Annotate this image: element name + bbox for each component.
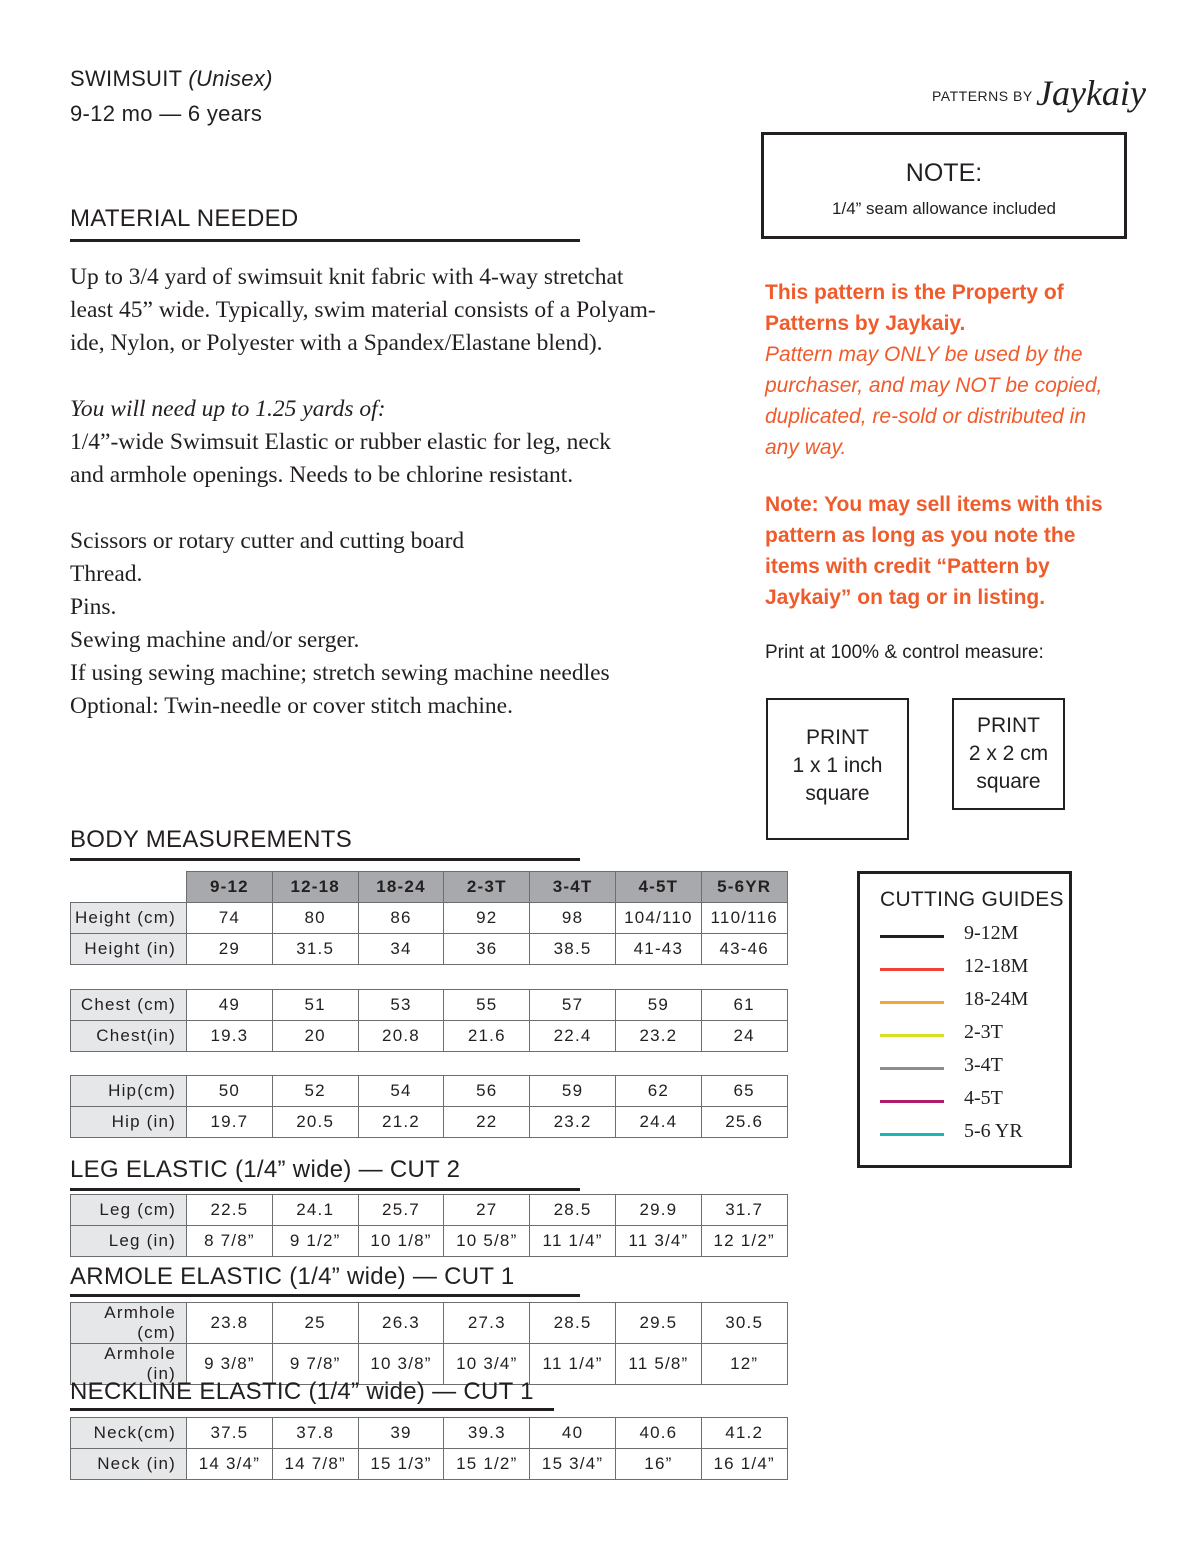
table-cell: 15 1/2” xyxy=(444,1449,530,1480)
table-cell: 10 5/8” xyxy=(444,1226,530,1257)
table-cell: 80 xyxy=(272,903,358,934)
note-box xyxy=(761,132,1127,239)
table-cell: 24.4 xyxy=(615,1107,701,1138)
guide-label: 18-24M xyxy=(964,988,1029,1010)
size-header: 5-6YR xyxy=(701,872,787,903)
table-cell: 8 7/8” xyxy=(187,1226,273,1257)
table-cell: 22.5 xyxy=(187,1195,273,1226)
row-label: Armhole (cm) xyxy=(71,1303,187,1344)
table-row xyxy=(71,1418,788,1449)
property-line: purchaser, and may NOT be copied, xyxy=(765,374,1103,397)
table-cell: 9 1/2” xyxy=(272,1226,358,1257)
table-row xyxy=(71,934,788,965)
tool-line: Sewing machine and/or serger. xyxy=(70,627,360,653)
height-table xyxy=(70,871,788,965)
table-cell: 110/116 xyxy=(701,903,787,934)
table-cell: 29.9 xyxy=(615,1195,701,1226)
table-cell: 11 1/4” xyxy=(530,1344,616,1385)
row-label: Neck (in) xyxy=(71,1449,187,1480)
table-cell: 29 xyxy=(187,934,273,965)
title-text: SWIMSUIT xyxy=(70,66,182,91)
guide-label: 2-3T xyxy=(964,1021,1003,1043)
cutting-guides-legend xyxy=(857,871,1072,1168)
size-header: 18-24 xyxy=(358,872,444,903)
table-cell: 15 3/4” xyxy=(530,1449,616,1480)
size-header: 2-3T xyxy=(444,872,530,903)
table-cell: 12 1/2” xyxy=(701,1226,787,1257)
row-label: Armhole (in) xyxy=(71,1344,187,1385)
table-cell: 43-46 xyxy=(701,934,787,965)
table-row xyxy=(71,1021,788,1052)
guide-row xyxy=(880,955,1060,985)
row-label: Chest(in) xyxy=(71,1021,187,1052)
tool-line: Pins. xyxy=(70,594,117,620)
table-cell: 20.5 xyxy=(272,1107,358,1138)
fabric-line: Up to 3/4 yard of swimsuit knit fabric with 4-way stretchat xyxy=(70,264,624,290)
brand-script: Jaykaiy xyxy=(1036,73,1146,113)
row-label: Hip (in) xyxy=(71,1107,187,1138)
elastic-line: and armhole openings. Needs to be chlorine resistant. xyxy=(70,462,574,488)
guide-label: 12-18M xyxy=(964,955,1029,977)
table-cell: 22.4 xyxy=(530,1021,616,1052)
title-note: (Unisex) xyxy=(188,66,273,91)
tool-line: Thread. xyxy=(70,561,143,587)
row-label: Leg (in) xyxy=(71,1226,187,1257)
guide-line-swatch xyxy=(880,1067,944,1070)
guide-row xyxy=(880,922,1060,952)
table-cell: 56 xyxy=(444,1076,530,1107)
property-line: any way. xyxy=(765,436,847,459)
guide-row xyxy=(880,1054,1060,1084)
note-text: 1/4” seam allowance included xyxy=(832,199,1056,218)
table-cell: 27.3 xyxy=(444,1303,530,1344)
table-cell: 28.5 xyxy=(530,1303,616,1344)
table-cell: 49 xyxy=(187,990,273,1021)
guide-line-swatch xyxy=(880,935,944,938)
table-cell: 65 xyxy=(701,1076,787,1107)
table-row xyxy=(71,1303,788,1344)
table-cell: 15 1/3” xyxy=(358,1449,444,1480)
table-cell: 20.8 xyxy=(358,1021,444,1052)
row-label: Neck(cm) xyxy=(71,1418,187,1449)
table-cell: 19.3 xyxy=(187,1021,273,1052)
table-cell: 29.5 xyxy=(615,1303,701,1344)
table-cell: 59 xyxy=(615,990,701,1021)
table-cell: 23.2 xyxy=(530,1107,616,1138)
table-cell: 11 5/8” xyxy=(615,1344,701,1385)
table-cell: 26.3 xyxy=(358,1303,444,1344)
print-instruction: Print at 100% & control measure: xyxy=(765,642,1044,663)
guide-line-swatch xyxy=(880,1034,944,1037)
table-cell: 22 xyxy=(444,1107,530,1138)
table-cell: 104/110 xyxy=(615,903,701,934)
size-header: 4-5T xyxy=(615,872,701,903)
armhole-table xyxy=(70,1302,788,1385)
guide-label: 9-12M xyxy=(964,922,1019,944)
document-title xyxy=(70,66,273,92)
row-label: Leg (cm) xyxy=(71,1195,187,1226)
sell-line: Jaykaiy” on tag or in listing. xyxy=(765,586,1046,609)
print-cm-line: PRINT xyxy=(977,714,1040,737)
table-cell: 10 1/8” xyxy=(358,1226,444,1257)
table-cell: 61 xyxy=(701,990,787,1021)
table-row xyxy=(71,1195,788,1226)
table-cell: 16” xyxy=(615,1449,701,1480)
print-inch-square xyxy=(766,698,909,840)
table-cell: 74 xyxy=(187,903,273,934)
table-cell: 54 xyxy=(358,1076,444,1107)
guide-line-swatch xyxy=(880,1133,944,1136)
print-inch-line: 1 x 1 inch xyxy=(792,754,883,777)
hip-table xyxy=(70,1075,788,1138)
table-cell: 27 xyxy=(444,1195,530,1226)
row-label: Hip(cm) xyxy=(71,1076,187,1107)
table-cell: 20 xyxy=(272,1021,358,1052)
guide-line-swatch xyxy=(880,1001,944,1004)
table-cell: 40 xyxy=(530,1418,616,1449)
table-cell: 9 3/8” xyxy=(187,1344,273,1385)
table-cell: 9 7/8” xyxy=(272,1344,358,1385)
table-cell: 36 xyxy=(444,934,530,965)
table-cell: 30.5 xyxy=(701,1303,787,1344)
table-cell: 50 xyxy=(187,1076,273,1107)
sell-line: pattern as long as you note the xyxy=(765,524,1076,547)
table-cell: 38.5 xyxy=(530,934,616,965)
size-header: 12-18 xyxy=(272,872,358,903)
table-cell: 14 3/4” xyxy=(187,1449,273,1480)
table-cell: 31.7 xyxy=(701,1195,787,1226)
table-cell: 25.6 xyxy=(701,1107,787,1138)
neck-table xyxy=(70,1417,788,1480)
table-cell: 39.3 xyxy=(444,1418,530,1449)
table-cell: 40.6 xyxy=(615,1418,701,1449)
print-cm-line: 2 x 2 cm xyxy=(968,742,1049,765)
fabric-line: least 45” wide. Typically, swim material consists of a Polyam- xyxy=(70,297,656,323)
print-inch-line: square xyxy=(805,782,870,805)
table-cell: 23.2 xyxy=(615,1021,701,1052)
table-row xyxy=(71,1107,788,1138)
table-cell: 37.5 xyxy=(187,1418,273,1449)
neck-heading: NECKLINE ELASTIC (1/4” wide) — CUT 1 xyxy=(70,1378,534,1405)
table-cell: 53 xyxy=(358,990,444,1021)
table-cell: 92 xyxy=(444,903,530,934)
guide-row xyxy=(880,1021,1060,1051)
table-cell: 51 xyxy=(272,990,358,1021)
table-cell: 34 xyxy=(358,934,444,965)
size-range: 9-12 mo — 6 years xyxy=(70,101,263,126)
table-cell: 25 xyxy=(272,1303,358,1344)
print-cm-square xyxy=(952,698,1065,810)
table-cell: 21.2 xyxy=(358,1107,444,1138)
table-cell: 24 xyxy=(701,1021,787,1052)
row-label: Height (in) xyxy=(71,934,187,965)
row-label: Height (cm) xyxy=(71,903,187,934)
armhole-rule xyxy=(70,1294,580,1297)
note-title: NOTE: xyxy=(905,159,983,187)
property-line: duplicated, re-sold or distributed in xyxy=(765,405,1087,428)
sell-line: Note: You may sell items with this xyxy=(765,493,1103,516)
table-row xyxy=(71,903,788,934)
neck-rule xyxy=(70,1408,554,1411)
table-cell: 24.1 xyxy=(272,1195,358,1226)
elastic-intro: You will need up to 1.25 yards of: xyxy=(70,396,386,422)
property-notice xyxy=(765,277,1145,613)
table-cell: 11 1/4” xyxy=(530,1226,616,1257)
tool-line: Optional: Twin-needle or cover stitch machine. xyxy=(70,693,513,719)
body-heading: BODY MEASUREMENTS xyxy=(70,826,353,853)
chest-table xyxy=(70,989,788,1052)
cutting-guides-title: CUTTING GUIDES xyxy=(880,888,1064,911)
table-row xyxy=(71,1076,788,1107)
table-cell: 21.6 xyxy=(444,1021,530,1052)
table-cell: 37.8 xyxy=(272,1418,358,1449)
table-cell: 52 xyxy=(272,1076,358,1107)
guide-row xyxy=(880,1087,1060,1117)
table-row xyxy=(71,1226,788,1257)
table-row xyxy=(71,990,788,1021)
size-header: 9-12 xyxy=(187,872,273,903)
table-cell: 19.7 xyxy=(187,1107,273,1138)
leg-heading: LEG ELASTIC (1/4” wide) — CUT 2 xyxy=(70,1156,461,1183)
material-body xyxy=(70,261,720,723)
header-blank xyxy=(71,872,187,903)
leg-table xyxy=(70,1194,788,1257)
body-rule xyxy=(70,858,580,861)
table-cell: 11 3/4” xyxy=(615,1226,701,1257)
table-cell: 12” xyxy=(701,1344,787,1385)
table-cell: 41.2 xyxy=(701,1418,787,1449)
tool-line: If using sewing machine; stretch sewing machine needles xyxy=(70,660,610,686)
table-cell: 14 7/8” xyxy=(272,1449,358,1480)
fabric-line: ide, Nylon, or Polyester with a Spandex/Elastane blend). xyxy=(70,330,603,356)
property-line: Pattern may ONLY be used by the xyxy=(765,343,1083,366)
table-cell: 55 xyxy=(444,990,530,1021)
table-row xyxy=(71,1449,788,1480)
brand-logo xyxy=(932,73,1146,124)
property-line: This pattern is the Property of xyxy=(765,281,1064,304)
table-cell: 23.8 xyxy=(187,1303,273,1344)
guide-row xyxy=(880,1120,1060,1150)
elastic-line: 1/4”-wide Swimsuit Elastic or rubber elastic for leg, neck xyxy=(70,429,611,455)
armhole-heading: ARMOLE ELASTIC (1/4” wide) — CUT 1 xyxy=(70,1263,515,1290)
table-cell: 10 3/4” xyxy=(444,1344,530,1385)
table-cell: 98 xyxy=(530,903,616,934)
material-heading: MATERIAL NEEDED xyxy=(70,205,299,232)
print-cm-line: square xyxy=(976,770,1041,793)
table-cell: 31.5 xyxy=(272,934,358,965)
size-header: 3-4T xyxy=(530,872,616,903)
table-cell: 59 xyxy=(530,1076,616,1107)
print-inch-line: PRINT xyxy=(806,726,869,749)
brand-prefix: PATTERNS BY xyxy=(932,88,1033,104)
guide-label: 5-6 YR xyxy=(964,1120,1023,1142)
tool-line: Scissors or rotary cutter and cutting board xyxy=(70,528,465,554)
table-cell: 57 xyxy=(530,990,616,1021)
guide-line-swatch xyxy=(880,1100,944,1103)
row-label: Chest (cm) xyxy=(71,990,187,1021)
table-cell: 10 3/8” xyxy=(358,1344,444,1385)
property-line: Patterns by Jaykaiy. xyxy=(765,312,966,335)
material-rule xyxy=(70,239,580,242)
guide-row xyxy=(880,988,1060,1018)
sell-line: items with credit “Pattern by xyxy=(765,555,1050,578)
leg-rule xyxy=(70,1188,580,1191)
guide-label: 4-5T xyxy=(964,1087,1003,1109)
table-cell: 62 xyxy=(615,1076,701,1107)
guide-label: 3-4T xyxy=(964,1054,1003,1076)
table-cell: 41-43 xyxy=(615,934,701,965)
table-cell: 25.7 xyxy=(358,1195,444,1226)
table-cell: 86 xyxy=(358,903,444,934)
table-cell: 39 xyxy=(358,1418,444,1449)
table-cell: 16 1/4” xyxy=(701,1449,787,1480)
table-cell: 28.5 xyxy=(530,1195,616,1226)
guide-line-swatch xyxy=(880,968,944,971)
